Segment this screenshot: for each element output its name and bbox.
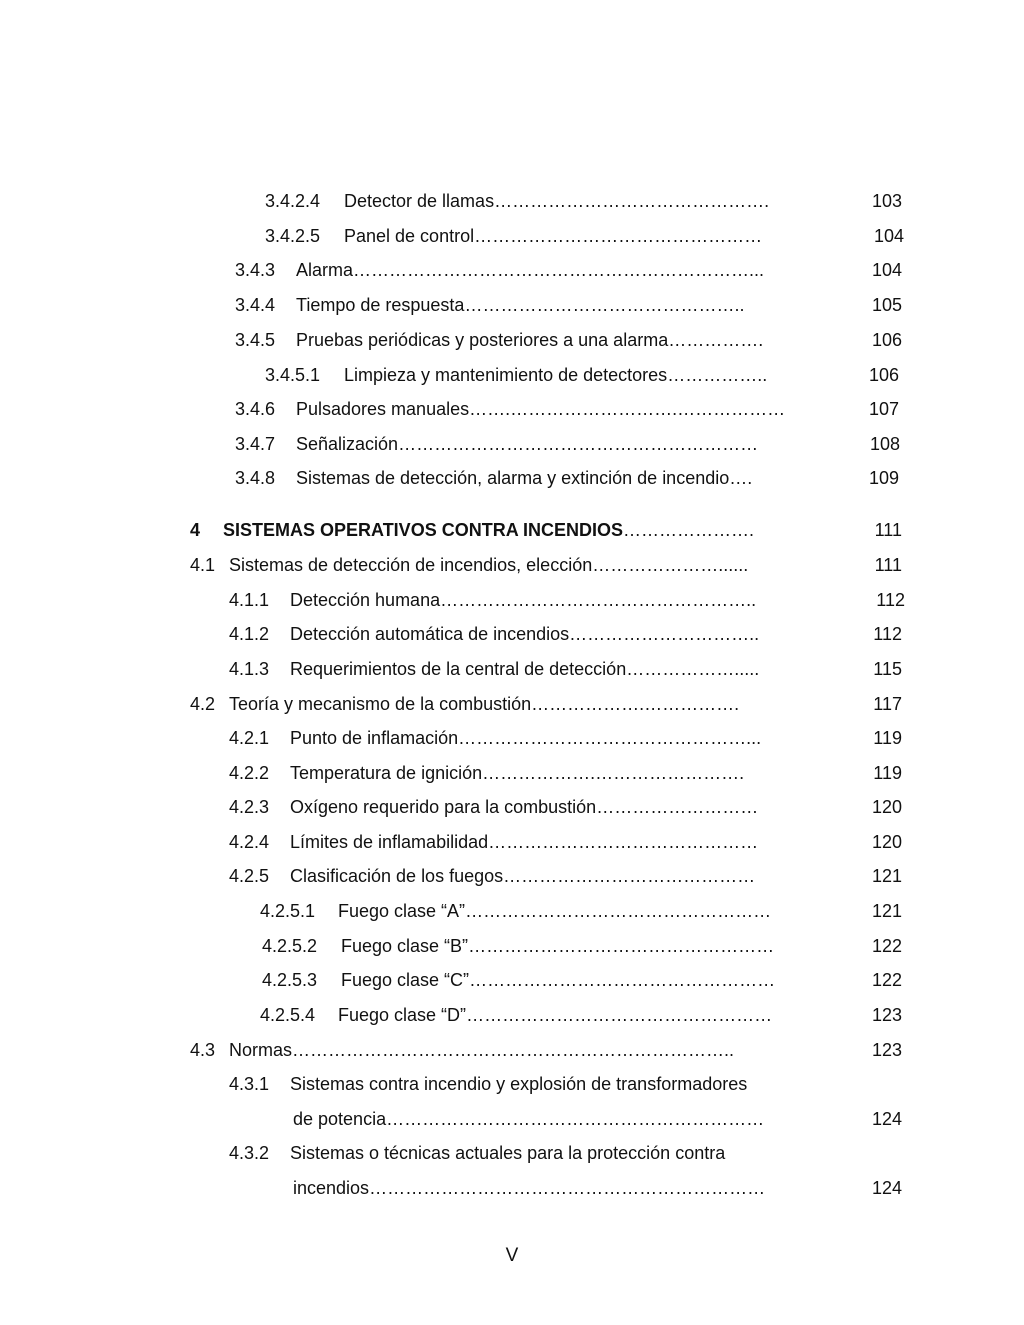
toc-entry-page: 111 [874,555,902,575]
toc-entry-page: 123 [871,1005,902,1025]
toc-entry-title-text: Teoría y mecanismo de la combustión [229,694,532,714]
toc-entry-title-text: Sistemas o técnicas actuales para la protección contra [290,1143,726,1163]
toc-entry [0,327,1024,353]
toc-entry-page: 106 [868,365,899,385]
toc-entry-leader: …………………...... [592,555,749,575]
toc-entry-title [296,396,785,422]
toc-entry-title-text: SISTEMAS OPERATIVOS CONTRA INCENDIOS [223,520,624,540]
toc-entry-title-text: de potencia [293,1109,387,1129]
toc-entry [0,1071,1024,1097]
toc-entry-page: 107 [868,399,899,419]
toc-entry-leader: …………………………………………………… [398,434,759,454]
toc-entry-number: 4.2.3 [229,797,270,817]
toc-entry-number: 3.4.5.1 [265,365,321,385]
toc-entry-page: 124 [871,1109,902,1129]
toc-entry-title [290,587,756,613]
toc-entry-number: 4.2.5.2 [262,936,318,956]
toc-entry-title-text: Sistemas contra incendio y explosión de transformadores [290,1074,748,1094]
toc-entry-page: 109 [868,468,899,488]
toc-entry-title [344,223,762,249]
toc-chapter-entry [0,517,1024,543]
toc-entry-page: 104 [871,260,902,280]
toc-entry-page: 112 [876,590,905,610]
toc-entry-leader: …………………………………………... [458,728,762,748]
toc-entry-leader: …………………………………………………………... [353,260,765,280]
toc-entry-title [293,1175,765,1201]
toc-entry-title [229,691,739,717]
toc-entry-page: 105 [871,295,902,315]
toc-entry [0,829,1024,855]
toc-entry-title [290,1140,725,1166]
toc-entry [0,552,1024,578]
toc-entry-page: 104 [873,226,904,246]
toc-entry-leader: ……………………………………………………………….. [292,1040,735,1060]
toc-entry-leader: …….……………………….……………… [469,399,786,419]
toc-entry-title-text: incendios [293,1178,370,1198]
toc-entry-title [296,465,752,491]
toc-entry-page: 120 [871,832,902,852]
toc-entry [0,587,1024,613]
toc-entry-page: 115 [873,659,902,679]
toc-entry-leader: ……………………………………… [488,832,759,852]
toc-entry-title [341,967,775,993]
toc-entry-title [293,1106,764,1132]
toc-entry [0,223,1024,249]
toc-entry-leader: ……………. [668,330,764,350]
toc-entry-title-text: Sistemas de detección, alarma y extinción de incendio [296,468,730,488]
toc-entry-leader: ………………………………………………………… [369,1178,766,1198]
toc-entry-title-text: Alarma [296,260,354,280]
toc-entry-title-text: Fuego clase “B” [341,936,469,956]
toc-entry-number: 3.4.3 [235,260,276,280]
toc-entry-title [344,362,767,388]
toc-entry-number: 4.3.1 [229,1074,270,1094]
toc-entry-title-text: Clasificación de los fuegos [290,866,504,886]
toc-entry-number: 4 [190,520,201,540]
toc-entry-title [341,933,774,959]
toc-entry-title [290,1071,747,1097]
toc-entry-leader: …………………………………………… [468,936,775,956]
toc-entry-number: 4.2.5.3 [262,970,318,990]
toc-entry-title-text: Normas [229,1040,293,1060]
toc-entry-leader: …………………………………………… [466,1005,773,1025]
toc-entry-continuation [0,1106,1024,1132]
toc-entry [0,1037,1024,1063]
toc-entry-number: 3.4.8 [235,468,276,488]
toc-entry-title-text: Detección automática de incendios [290,624,570,644]
toc-entry-number: 3.4.6 [235,399,276,419]
toc-entry [0,621,1024,647]
toc-entry-page: 121 [871,866,902,886]
toc-entry-title [296,292,744,318]
toc-entry-page: 120 [871,797,902,817]
toc-entry-title [229,1037,734,1063]
toc-entry-title-text: Punto de inflamación [290,728,459,748]
toc-entry [0,257,1024,283]
toc-entry-page: 119 [873,763,902,783]
toc-entry-title-text: Sistemas de detección de incendios, elección [229,555,593,575]
toc-entry-leader: ………………………….. [569,624,760,644]
toc-entry-title-text: Pruebas periódicas y posteriores a una alarma [296,330,669,350]
toc-entry-number: 4.2.4 [229,832,270,852]
toc-entry-title [296,327,763,353]
toc-entry-leader: …. [729,468,753,488]
toc-entry-leader: …………………. [623,520,755,540]
toc-entry-page: 121 [871,901,902,921]
toc-entry-title [290,863,755,889]
toc-entry-leader: ………………………………………. [494,191,770,211]
toc-entry-number: 3.4.4 [235,295,276,315]
toc-entry-title-text: Limpieza y mantenimiento de detectores [344,365,668,385]
toc-entry-title-text: Fuego clase “C” [341,970,470,990]
toc-entry-number: 4.2.5.4 [260,1005,316,1025]
toc-entry-title [296,431,758,457]
toc-entry-number: 4.2.1 [229,728,270,748]
toc-entry-leader: …………………………………………… [465,901,772,921]
toc-entry-page: 122 [871,970,902,990]
toc-entry-page: 123 [871,1040,902,1060]
toc-entry-title [223,517,754,543]
toc-entry-number: 3.4.2.5 [265,226,321,246]
toc-entry-title [290,725,761,751]
toc-entry-page: 112 [873,624,902,644]
toc-entry-number: 3.4.7 [235,434,276,454]
toc-entry [0,967,1024,993]
toc-entry-title-text: Temperatura de ignición [290,763,483,783]
toc-entry-title-text: Señalización [296,434,399,454]
toc-entry-title-text: Límites de inflamabilidad [290,832,489,852]
toc-entry-title-text: Detector de llamas [344,191,495,211]
toc-entry-title [290,621,759,647]
toc-entry-title-text: Tiempo de respuesta [296,295,465,315]
toc-entry-title [290,656,759,682]
toc-entry-leader: ……………………… [596,797,759,817]
toc-entry-number: 4.2.2 [229,763,270,783]
toc-entry-leader: ………………………………………… [474,226,763,246]
toc-entry-number: 4.2.5 [229,866,270,886]
toc-entry [0,1140,1024,1166]
toc-entry [0,760,1024,786]
toc-entry-title-text: Pulsadores manuales [296,399,470,419]
toc-entry [0,465,1024,491]
toc-entry [0,1002,1024,1028]
toc-entry-page: 124 [871,1178,902,1198]
toc-entry-number: 4.1.1 [229,590,270,610]
toc-entry-title-text: Fuego clase “D” [338,1005,467,1025]
toc-entry [0,898,1024,924]
toc-entry-title [290,829,758,855]
toc-entry-number: 4.1.2 [229,624,270,644]
toc-entry-title-text: Oxígeno requerido para la combustión [290,797,597,817]
toc-entry-page: 119 [873,728,902,748]
toc-entry-number: 4.1 [190,555,216,575]
toc-entry-page: 122 [871,936,902,956]
toc-entry-title [344,188,769,214]
toc-entry-number: 4.1.3 [229,659,270,679]
toc-entry-title-text: Panel de control [344,226,475,246]
toc-entry-title [229,552,748,578]
toc-entry-leader: ……………….……………. [531,694,740,714]
toc-entry [0,188,1024,214]
toc-entry-continuation [0,1175,1024,1201]
toc-entry [0,794,1024,820]
toc-entry-leader: ……………………………………….. [464,295,745,315]
toc-entry-title [296,257,764,283]
toc-entry-title [338,898,771,924]
toc-entry [0,863,1024,889]
toc-entry-leader: …………….. [667,365,768,385]
toc-entry-number: 4.3 [190,1040,216,1060]
toc-entry-leader: ……………………………………………………… [386,1109,765,1129]
toc-entry [0,362,1024,388]
toc-entry-leader: ………………..... [626,659,760,679]
toc-entry-leader: …………………………………… [503,866,756,886]
toc-entry-title-text: Detección humana [290,590,441,610]
toc-entry [0,396,1024,422]
toc-entry-title [290,794,758,820]
toc-entry-page: 103 [871,191,902,211]
toc-entry-title [290,760,744,786]
toc-entry-title-text: Fuego clase “A” [338,901,466,921]
toc-entry-page: 111 [874,520,902,540]
toc-entry-page: 117 [873,694,902,714]
toc-entry [0,725,1024,751]
toc-entry-leader: ……………….……………………. [482,763,745,783]
toc-entry-number: 3.4.2.4 [265,191,321,211]
toc-entry-page: 108 [869,434,900,454]
toc-entry-leader: …………………………………………….. [440,590,757,610]
toc-entry [0,292,1024,318]
toc-entry-leader: …………………………………………… [469,970,776,990]
toc-entry [0,933,1024,959]
toc-entry-number: 3.4.5 [235,330,276,350]
toc-entry [0,431,1024,457]
page-number: V [505,1245,519,1266]
toc-entry [0,691,1024,717]
toc-entry-title [338,1002,772,1028]
toc-entry-number: 4.3.2 [229,1143,270,1163]
toc-entry-number: 4.2 [190,694,216,714]
toc-entry [0,656,1024,682]
toc-entry-page: 106 [871,330,902,350]
toc-entry-number: 4.2.5.1 [260,901,316,921]
toc-entry-title-text: Requerimientos de la central de detección [290,659,627,679]
